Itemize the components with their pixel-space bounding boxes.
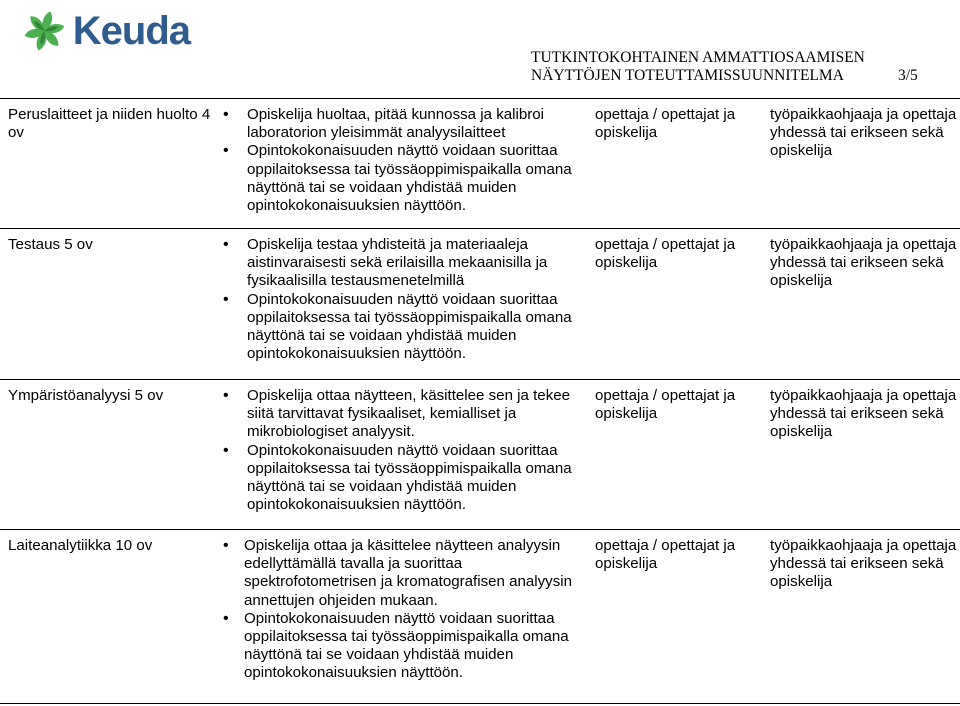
assessor-cell: opettaja / opettajat ja opiskelija	[589, 380, 764, 530]
list-item: • Opiskelija ottaa ja käsittelee näytteen analyysin edellyttämällä tavalla ja suorittaa spektrofotometrisen ja kromatografisen analyysin annettujen ohjeiden mukaan.	[213, 537, 589, 610]
assessor-cell: opettaja / opettajat ja opiskelija	[589, 229, 764, 380]
pinwheel-logo-icon	[22, 8, 67, 54]
topic-cell: Ympäristöanalyysi 5 ov	[0, 380, 213, 530]
list-item: • Opintokokonaisuuden näyttö voidaan suorittaa oppilaitoksessa tai työssäoppimispaikalla omana näyttönä tai se voidaan yhdistää muiden opintokokonaisuuksien näyttöön.	[213, 610, 589, 683]
evaluator-cell: työpaikkaohjaaja ja opettaja yhdessä tai erikseen sekä opiskelija	[764, 229, 960, 380]
topic-cell: Peruslaitteet ja niiden huolto 4 ov	[0, 99, 213, 229]
document-title-line2: NÄYTTÖJEN TOTEUTTAMISSUUNNITELMA	[531, 67, 844, 84]
evaluator-cell: työpaikkaohjaaja ja opettaja yhdessä tai erikseen sekä opiskelija	[764, 530, 960, 704]
table-row	[0, 380, 960, 530]
list-item: • Opintokokonaisuuden näyttö voidaan suorittaa oppilaitoksessa tai työssäoppimispaikalla omana näyttönä tai se voidaan yhdistää muiden opintokokonaisuuksien näyttöön.	[213, 291, 589, 364]
document-title-line1: TUTKINTOKOHTAINEN AMMATTIOSAAMISEN	[531, 49, 865, 66]
tasks-cell	[213, 229, 589, 380]
topic-cell: Testaus 5 ov	[0, 229, 213, 380]
tasks-cell	[213, 530, 589, 704]
list-item: • Opintokokonaisuuden näyttö voidaan suorittaa oppilaitoksessa tai työssäoppimispaikalla omana näyttönä tai se voidaan yhdistää muiden opintokokonaisuuksien näyttöön.	[213, 142, 589, 215]
topic-cell: Laiteanalytiikka 10 ov	[0, 530, 213, 704]
logo-wordmark: Keuda	[72, 9, 190, 53]
demonstration-plan-table	[0, 98, 960, 704]
task-list	[213, 537, 589, 683]
document-header	[531, 49, 951, 85]
task-list	[213, 387, 589, 514]
list-item: • Opiskelija testaa yhdisteitä ja materiaaleja aistinvaraisesti sekä erilaisilla mekaanisilla ja fysikaalisilla testausmenetelmillä	[213, 236, 589, 291]
table-row	[0, 229, 960, 380]
list-item: • Opintokokonaisuuden näyttö voidaan suorittaa oppilaitoksessa tai työssäoppimispaikalla omana näyttönä tai se voidaan yhdistää muiden opintokokonaisuuksien näyttöön.	[213, 442, 589, 515]
task-list	[213, 236, 589, 363]
assessor-cell: opettaja / opettajat ja opiskelija	[589, 99, 764, 229]
page-number: 3/5	[898, 67, 918, 84]
task-list	[213, 106, 589, 215]
keuda-logo	[22, 2, 190, 60]
evaluator-cell: työpaikkaohjaaja ja opettaja yhdessä tai erikseen sekä opiskelija	[764, 380, 960, 530]
list-item: • Opiskelija ottaa näytteen, käsittelee sen ja tekee siitä tarvittavat fysikaaliset, kemialliset ja mikrobiologiset analyysit.	[213, 387, 589, 442]
tasks-cell	[213, 380, 589, 530]
assessor-cell: opettaja / opettajat ja opiskelija	[589, 530, 764, 704]
tasks-cell	[213, 99, 589, 229]
evaluator-cell: työpaikkaohjaaja ja opettaja yhdessä tai erikseen sekä opiskelija	[764, 99, 960, 229]
table-row	[0, 99, 960, 229]
list-item: • Opiskelija huoltaa, pitää kunnossa ja kalibroi laboratorion yleisimmät analyysilaitteet	[213, 106, 589, 142]
table-row	[0, 530, 960, 704]
